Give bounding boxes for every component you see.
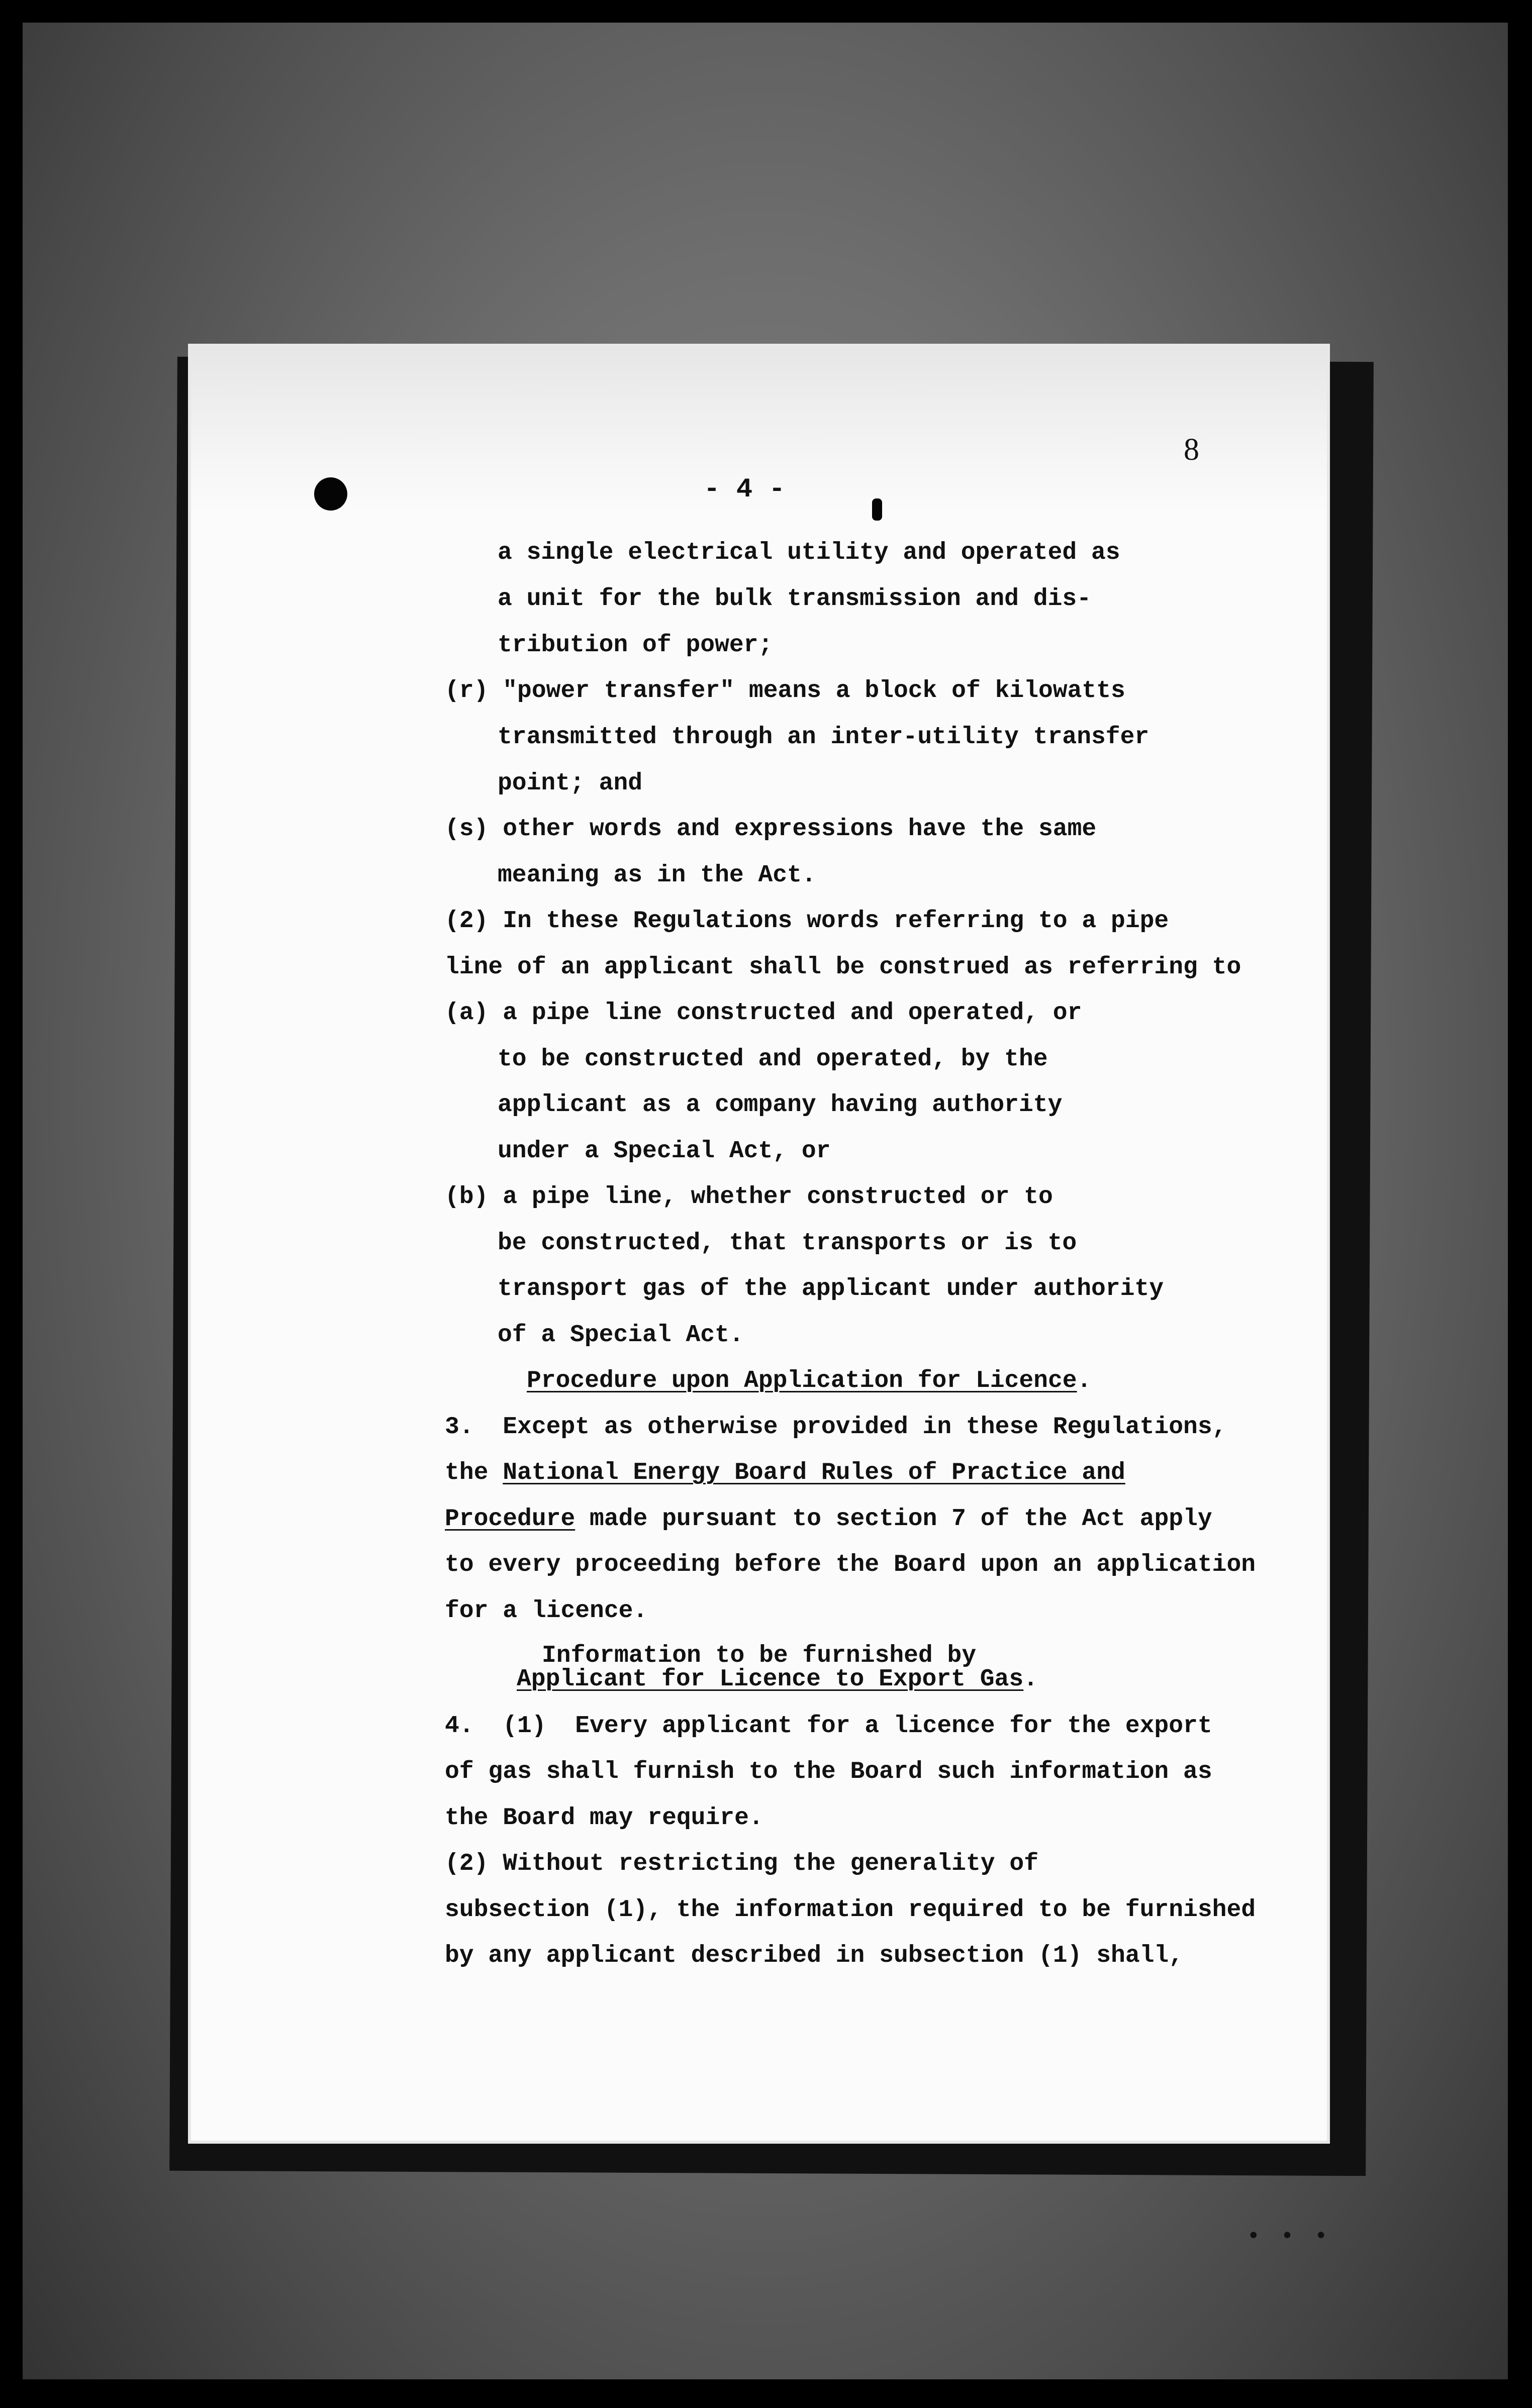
- text-fragment: made pursuant to section 7 of the Act apply: [575, 1506, 1212, 1533]
- text-line: meaning as in the Act.: [498, 862, 816, 889]
- section-3-line: to every proceeding before the Board upon an application: [445, 1551, 1256, 1578]
- text-line: tribution of power;: [498, 632, 773, 659]
- text-line: applicant as a company having authority: [498, 1091, 1063, 1119]
- text-line: transport gas of the applicant under authority: [498, 1275, 1164, 1302]
- section-3-line: 3. Except as otherwise provided in these Regulations,: [445, 1414, 1227, 1441]
- stamp-marks: • • •: [1247, 2224, 1331, 2250]
- heading-info-text: Applicant for Licence to Export Gas: [517, 1666, 1024, 1693]
- heading-info-line1: Information to be furnished by: [542, 1642, 977, 1669]
- section-3-line: [445, 1504, 1212, 1534]
- clause-r: (r) "power transfer" means a block of kilowatts: [445, 677, 1125, 705]
- clause-b: (b) a pipe line, whether constructed or to: [445, 1183, 1053, 1211]
- text-line: point; and: [498, 770, 643, 797]
- section-3-line: [445, 1458, 1125, 1488]
- heading-info-period: .: [1023, 1666, 1038, 1693]
- folio-number: 8: [1184, 433, 1199, 467]
- text-line: a single electrical utility and operated as: [498, 539, 1120, 566]
- section-4-line: (2) Without restricting the generality of: [445, 1850, 1038, 1877]
- subsection-2: (2) In these Regulations words referring to a pipe: [445, 908, 1169, 935]
- section-3-line: for a licence.: [445, 1597, 648, 1625]
- clause-a: (a) a pipe line constructed and operated, or: [445, 999, 1082, 1027]
- heading-info-line2: [517, 1664, 1038, 1694]
- section-4-line: 4. (1) Every applicant for a licence for the export: [445, 1713, 1212, 1740]
- page-number: - 4 -: [704, 474, 786, 505]
- heading-procedure-text: Procedure upon Application for Licence: [527, 1367, 1077, 1394]
- heading-procedure-period: .: [1077, 1367, 1092, 1394]
- text-line: transmitted through an inter-utility transfer: [498, 724, 1150, 751]
- ink-mark: [872, 498, 882, 521]
- rules-title-part2: Procedure: [445, 1506, 576, 1533]
- text-line: of a Special Act.: [498, 1322, 744, 1349]
- rules-title-part1: National Energy Board Rules of Practice and: [503, 1459, 1125, 1486]
- section-4-line: subsection (1), the information required to be furnished: [445, 1896, 1256, 1924]
- text-line: line of an applicant shall be construed as referring to: [445, 954, 1241, 981]
- punch-hole: [314, 477, 347, 511]
- section-4-line: by any applicant described in subsection (1) shall,: [445, 1942, 1184, 1969]
- section-4-line: the Board may require.: [445, 1804, 763, 1832]
- text-line: be constructed, that transports or is to: [498, 1230, 1077, 1257]
- text-line: to be constructed and operated, by the: [498, 1046, 1048, 1073]
- text-line: a unit for the bulk transmission and dis-: [498, 585, 1091, 613]
- section-4-line: of gas shall furnish to the Board such information as: [445, 1758, 1212, 1785]
- document-page: [191, 347, 1327, 2141]
- text-line: under a Special Act, or: [498, 1138, 831, 1165]
- clause-s: (s) other words and expressions have the same: [445, 816, 1097, 843]
- text-fragment: the: [445, 1459, 503, 1486]
- heading-procedure: [527, 1366, 1091, 1396]
